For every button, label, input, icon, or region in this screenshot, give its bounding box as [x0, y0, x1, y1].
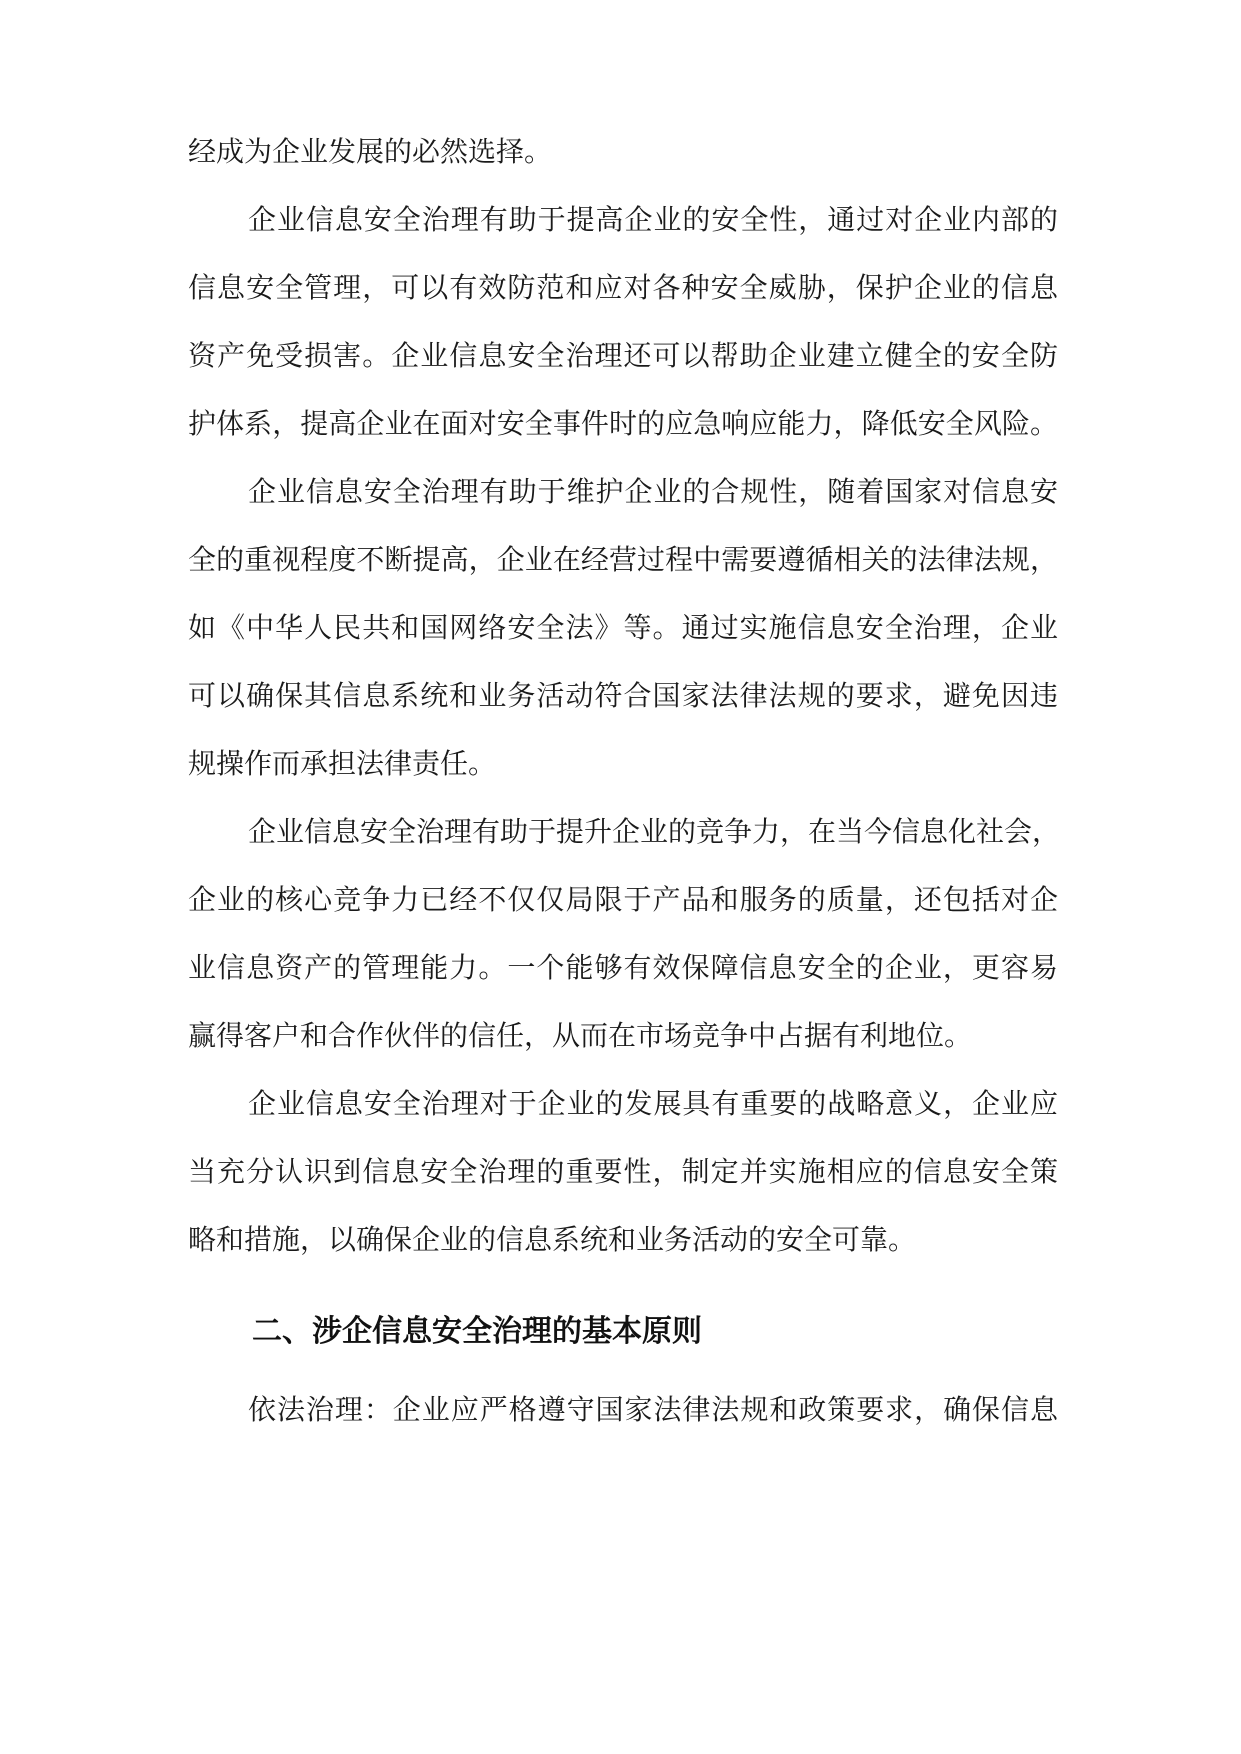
- paragraph-line: 可以确保其信息系统和业务活动符合国家法律法规的要求，避免因违: [188, 679, 1058, 712]
- paragraph-line: 企业的核心竞争力已经不仅仅局限于产品和服务的质量，还包括对企: [188, 883, 1058, 916]
- paragraph-line: 全的重视程度不断提高，企业在经营过程中需要遵循相关的法律法规，: [188, 543, 1058, 576]
- paragraph-line: 经成为企业发展的必然选择。: [188, 135, 553, 168]
- paragraph-line: 资产免受损害。企业信息安全治理还可以帮助企业建立健全的安全防: [188, 339, 1058, 372]
- paragraph-line: 略和措施，以确保企业的信息系统和业务活动的安全可靠。: [188, 1223, 917, 1256]
- paragraph-line: 企业信息安全治理有助于提高企业的安全性，通过对企业内部的: [248, 203, 1058, 236]
- paragraph-line: 依法治理：企业应严格遵守国家法律法规和政策要求，确保信息: [248, 1393, 1058, 1426]
- paragraph-line: 信息安全管理，可以有效防范和应对各种安全威胁，保护企业的信息: [188, 271, 1058, 304]
- paragraph-line: 业信息资产的管理能力。一个能够有效保障信息安全的企业，更容易: [188, 951, 1058, 984]
- paragraph-line: 护体系，提高企业在面对安全事件时的应急响应能力，降低安全风险。: [188, 407, 1058, 440]
- paragraph-line: 当充分认识到信息安全治理的重要性，制定并实施相应的信息安全策: [188, 1155, 1058, 1188]
- section-heading: 二、涉企信息安全治理的基本原则: [252, 1314, 702, 1349]
- paragraph-line: 如《中华人民共和国网络安全法》等。通过实施信息安全治理，企业: [188, 611, 1058, 644]
- paragraph-line: 规操作而承担法律责任。: [188, 747, 497, 780]
- paragraph-line: 赢得客户和合作伙伴的信任，从而在市场竞争中占据有利地位。: [188, 1019, 973, 1052]
- paragraph-line: 企业信息安全治理有助于提升企业的竞争力，在当今信息化社会，: [248, 815, 1061, 848]
- paragraph-line: 企业信息安全治理对于企业的发展具有重要的战略意义，企业应: [248, 1087, 1058, 1120]
- paragraph-line: 企业信息安全治理有助于维护企业的合规性，随着国家对信息安: [248, 475, 1058, 508]
